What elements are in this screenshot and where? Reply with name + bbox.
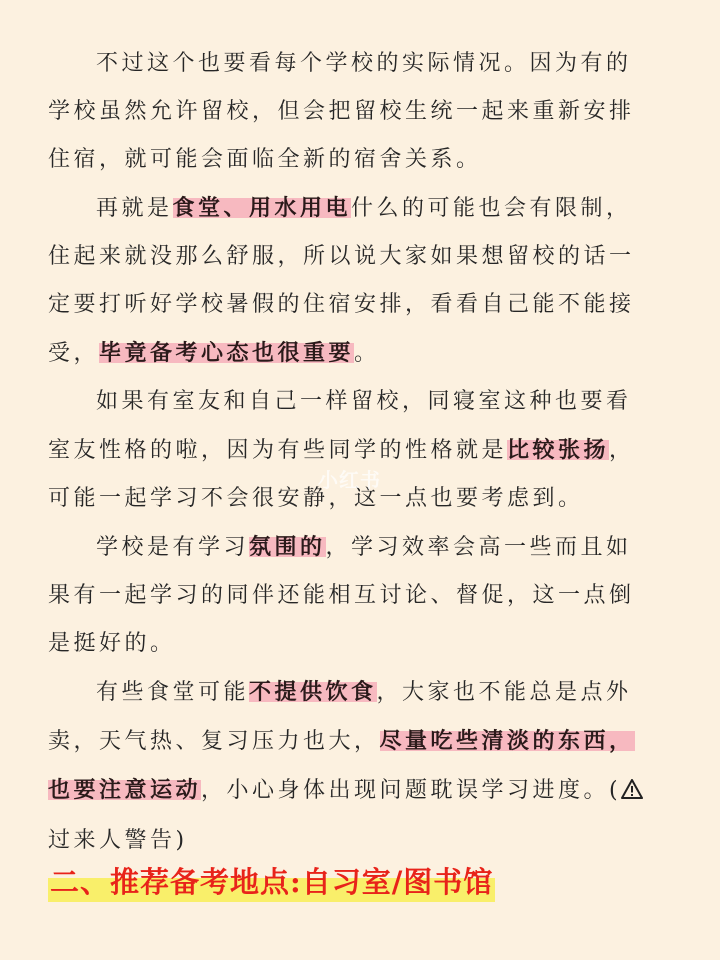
text-segment: ， (609, 438, 635, 463)
text-segment: 卖，天气热、复习压力也大， (48, 729, 380, 754)
article-body (48, 40, 678, 865)
text-segment: ，大家也不能总是点外 (376, 680, 632, 705)
paragraph (48, 668, 678, 865)
text-segment: 有些食堂可能 (96, 680, 250, 705)
paragraph (48, 523, 678, 668)
text-line (48, 184, 678, 233)
text-segment: 可能一起学习不会很安静，这一点也要考虑到。 (48, 486, 584, 511)
section-heading: 二、推荐备考地点:自习室/图书馆 (48, 862, 495, 902)
text-line (48, 40, 678, 88)
text-line (48, 281, 678, 329)
text-line (48, 88, 678, 136)
text-segment: 定要打听好学校暑假的住宿安排，看看自己能不能接 (48, 292, 635, 317)
text-segment: 住宿，就可能会面临全新的宿舍关系。 (48, 147, 482, 172)
paragraph (48, 378, 678, 523)
highlighted-text: 也要注意运动 (48, 777, 202, 803)
text-segment: ，小心身体出现问题耽误学习进度。( (201, 778, 622, 803)
text-segment: 学校是有学习 (96, 535, 250, 560)
text-segment: 再就是 (96, 196, 173, 221)
text-segment: 。 (354, 341, 380, 366)
highlighted-text: 比较张扬 (507, 437, 610, 463)
highlighted-text: 不提供饮食 (249, 679, 377, 705)
text-segment: 是挺好的。 (48, 631, 176, 656)
text-line (48, 620, 678, 668)
text-line (48, 233, 678, 281)
text-line (48, 136, 678, 184)
text-segment: 室友性格的啦，因为有些同学的性格就是 (48, 438, 508, 463)
text-line (48, 572, 678, 620)
text-line (48, 766, 678, 817)
text-line (48, 668, 678, 717)
watermark: 小红书 (318, 468, 381, 492)
highlighted-text: 尽量吃些清淡的东西， (379, 728, 635, 754)
highlighted-text: 氛围的 (249, 534, 326, 560)
text-line (48, 378, 678, 426)
paragraph (48, 184, 678, 378)
text-segment: 过来人警告) (48, 828, 188, 853)
text-segment: ，学习效率会高一些而且如 (325, 535, 632, 560)
warning-icon (621, 769, 643, 817)
highlighted-text: 食堂、用水用电 (172, 195, 352, 221)
highlighted-text: 毕竟备考心态也很重要 (99, 340, 355, 366)
text-segment: 不过这个也要看每个学校的实际情况。因为有的 (96, 51, 632, 76)
text-line (48, 817, 678, 865)
text-segment: 什么的可能也会有限制， (351, 196, 632, 221)
text-line (48, 717, 678, 766)
text-segment: 果有一起学习的同伴还能相互讨论、督促，这一点倒 (48, 583, 635, 608)
text-segment: 如果有室友和自己一样留校，同寝室这种也要看 (96, 389, 632, 414)
text-segment: 受， (48, 341, 100, 366)
text-line (48, 329, 678, 378)
paragraph (48, 40, 678, 184)
text-segment: 学校虽然允许留校，但会把留校生统一起来重新安排 (48, 99, 635, 124)
text-segment: 住起来就没那么舒服，所以说大家如果想留校的话一 (48, 244, 635, 269)
text-line (48, 523, 678, 572)
